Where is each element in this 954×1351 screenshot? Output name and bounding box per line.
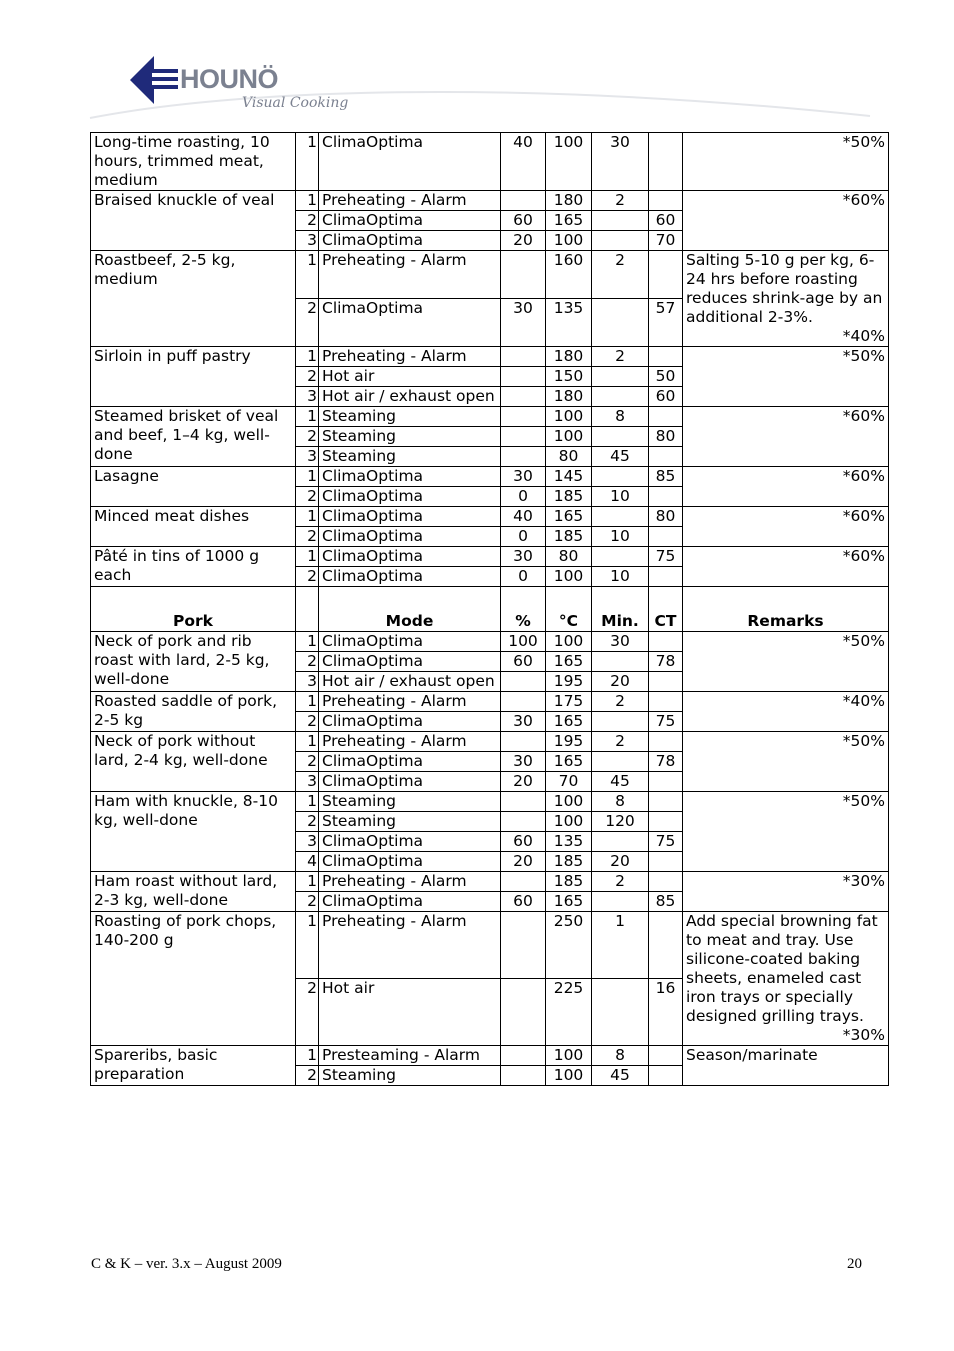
table-row [91, 792, 889, 812]
mode-cell: Steaming [319, 812, 501, 832]
temperature: 100 [546, 231, 592, 251]
shrinkage-percent: *60% [842, 191, 885, 209]
header-min: Min. [592, 587, 649, 632]
humidity-percent [501, 407, 546, 427]
step-number: 1 [296, 251, 319, 299]
step-number: 1 [296, 347, 319, 367]
core-temperature [649, 672, 683, 692]
temperature: 195 [546, 732, 592, 752]
core-temperature: 78 [649, 752, 683, 772]
dish-name: Sirloin in puff pastry [91, 347, 296, 407]
humidity-percent [501, 347, 546, 367]
minutes: 45 [592, 447, 649, 467]
temperature: 100 [546, 133, 592, 191]
brand-tagline: Visual Cooking [242, 95, 349, 111]
mode-cell: Hot air / exhaust open [319, 387, 501, 407]
step-number: 2 [296, 752, 319, 772]
temperature: 165 [546, 652, 592, 672]
minutes: 2 [592, 872, 649, 892]
table-row [91, 251, 889, 299]
step-number: 2 [296, 527, 319, 547]
temperature: 185 [546, 852, 592, 872]
core-temperature: 75 [649, 832, 683, 852]
core-temperature: 80 [649, 507, 683, 527]
humidity-percent: 30 [501, 752, 546, 772]
footer-page-number: 20 [847, 1256, 862, 1272]
remark-note: Season/marinate [686, 1046, 818, 1064]
humidity-percent: 20 [501, 231, 546, 251]
minutes [592, 367, 649, 387]
step-number: 2 [296, 712, 319, 732]
minutes: 20 [592, 672, 649, 692]
temperature: 195 [546, 672, 592, 692]
table-row [91, 407, 889, 427]
step-number: 1 [296, 507, 319, 527]
temperature: 250 [546, 912, 592, 979]
remarks-cell [683, 347, 889, 407]
humidity-percent: 30 [501, 712, 546, 732]
header-ct: CT [649, 587, 683, 632]
step-number: 3 [296, 772, 319, 792]
step-number: 2 [296, 211, 319, 231]
minutes [592, 387, 649, 407]
mode-cell: Preheating - Alarm [319, 347, 501, 367]
mode-cell: ClimaOptima [319, 632, 501, 652]
mode-cell: ClimaOptima [319, 772, 501, 792]
mode-cell: Preheating - Alarm [319, 912, 501, 979]
minutes [592, 211, 649, 231]
humidity-percent [501, 447, 546, 467]
humidity-percent [501, 979, 546, 1046]
remarks-cell [683, 547, 889, 587]
mode-cell: Hot air [319, 979, 501, 1046]
header-pct: % [501, 587, 546, 632]
table-row [91, 1046, 889, 1066]
remarks-cell [683, 732, 889, 792]
dish-name: Ham roast without lard, 2-3 kg, well-done [91, 872, 296, 912]
header-remarks: Remarks [683, 587, 889, 632]
step-number: 1 [296, 467, 319, 487]
shrinkage-percent: *50% [842, 632, 885, 650]
mode-cell: ClimaOptima [319, 133, 501, 191]
minutes: 45 [592, 1066, 649, 1086]
mode-cell: ClimaOptima [319, 547, 501, 567]
remarks-cell [683, 407, 889, 467]
temperature: 165 [546, 892, 592, 912]
humidity-percent [501, 812, 546, 832]
dish-name: Roastbeef, 2-5 kg, medium [91, 251, 296, 347]
temperature: 165 [546, 712, 592, 732]
mode-cell: Steaming [319, 407, 501, 427]
humidity-percent: 60 [501, 211, 546, 231]
mode-cell: Preheating - Alarm [319, 251, 501, 299]
dish-name: Neck of pork without lard, 2-4 kg, well-done [91, 732, 296, 792]
shrinkage-percent: *50% [842, 732, 885, 750]
humidity-percent: 0 [501, 527, 546, 547]
minutes [592, 712, 649, 732]
minutes: 10 [592, 567, 649, 587]
minutes [592, 979, 649, 1046]
minutes: 2 [592, 347, 649, 367]
humidity-percent [501, 251, 546, 299]
temperature: 225 [546, 979, 592, 1046]
mode-cell: ClimaOptima [319, 211, 501, 231]
core-temperature [649, 812, 683, 832]
remarks-cell [683, 467, 889, 507]
humidity-percent: 0 [501, 567, 546, 587]
step-number: 1 [296, 547, 319, 567]
page-header [85, 40, 875, 130]
remarks-cell [683, 912, 889, 1046]
step-number: 3 [296, 447, 319, 467]
remarks-cell [683, 692, 889, 732]
temperature: 180 [546, 191, 592, 211]
mode-cell: Hot air [319, 367, 501, 387]
core-temperature [649, 872, 683, 892]
temperature: 185 [546, 872, 592, 892]
dish-name: Spareribs, basic preparation [91, 1046, 296, 1086]
step-number: 1 [296, 912, 319, 979]
temperature: 70 [546, 772, 592, 792]
table-row [91, 467, 889, 487]
core-temperature [649, 732, 683, 752]
temperature: 100 [546, 427, 592, 447]
remarks-cell [683, 792, 889, 872]
core-temperature [649, 567, 683, 587]
table-row [91, 507, 889, 527]
pork-header-row [91, 587, 889, 632]
step-number: 1 [296, 872, 319, 892]
header-mode: Mode [319, 587, 501, 632]
temperature: 100 [546, 567, 592, 587]
step-number: 1 [296, 191, 319, 211]
humidity-percent: 60 [501, 892, 546, 912]
remarks-cell [683, 507, 889, 547]
core-temperature [649, 191, 683, 211]
minutes: 1 [592, 912, 649, 979]
humidity-percent [501, 792, 546, 812]
shrinkage-percent: *40% [842, 692, 885, 710]
brand-name: HOUNÖ [180, 64, 278, 94]
humidity-percent: 0 [501, 487, 546, 507]
temperature: 100 [546, 792, 592, 812]
mode-cell: ClimaOptima [319, 299, 501, 347]
minutes [592, 299, 649, 347]
humidity-percent: 20 [501, 852, 546, 872]
minutes: 30 [592, 632, 649, 652]
dish-name: Lasagne [91, 467, 296, 507]
core-temperature: 75 [649, 547, 683, 567]
dish-name: Minced meat dishes [91, 507, 296, 547]
mode-cell: ClimaOptima [319, 507, 501, 527]
dish-name: Roasting of pork chops, 140-200 g [91, 912, 296, 1046]
temperature: 180 [546, 347, 592, 367]
core-temperature [649, 772, 683, 792]
humidity-percent: 40 [501, 133, 546, 191]
core-temperature: 16 [649, 979, 683, 1046]
minutes: 10 [592, 527, 649, 547]
mode-cell: Presteaming - Alarm [319, 1046, 501, 1066]
table-row [91, 732, 889, 752]
minutes: 120 [592, 812, 649, 832]
core-temperature [649, 1046, 683, 1066]
minutes: 8 [592, 1046, 649, 1066]
shrinkage-percent: *50% [842, 347, 885, 365]
step-number: 2 [296, 567, 319, 587]
minutes: 10 [592, 487, 649, 507]
dish-name: Pâté in tins of 1000 g each [91, 547, 296, 587]
humidity-percent [501, 1046, 546, 1066]
humidity-percent [501, 692, 546, 712]
core-temperature: 85 [649, 467, 683, 487]
core-temperature: 80 [649, 427, 683, 447]
core-temperature [649, 632, 683, 652]
minutes: 20 [592, 852, 649, 872]
step-number: 2 [296, 892, 319, 912]
minutes [592, 231, 649, 251]
dish-name: Steamed brisket of veal and beef, 1–4 kg, well-done [91, 407, 296, 467]
humidity-percent: 60 [501, 832, 546, 852]
step-number: 1 [296, 792, 319, 812]
mode-cell: ClimaOptima [319, 527, 501, 547]
core-temperature: 50 [649, 367, 683, 387]
mode-cell: ClimaOptima [319, 231, 501, 251]
step-number: 2 [296, 427, 319, 447]
step-number: 2 [296, 487, 319, 507]
humidity-percent [501, 872, 546, 892]
mode-cell: Steaming [319, 1066, 501, 1086]
temperature: 185 [546, 487, 592, 507]
humidity-percent [501, 912, 546, 979]
dish-name: Ham with knuckle, 8-10 kg, well-done [91, 792, 296, 872]
temperature: 165 [546, 507, 592, 527]
step-number: 3 [296, 231, 319, 251]
humidity-percent: 30 [501, 467, 546, 487]
shrinkage-percent: *60% [842, 467, 885, 485]
mode-cell: ClimaOptima [319, 567, 501, 587]
dish-name: Long-time roasting, 10 hours, trimmed meat, medium [91, 133, 296, 191]
table-row [91, 912, 889, 979]
dish-name: Braised knuckle of veal [91, 191, 296, 251]
step-number: 2 [296, 1066, 319, 1086]
humidity-percent [501, 367, 546, 387]
temperature: 165 [546, 211, 592, 231]
header-temp: °C [546, 587, 592, 632]
table-row [91, 191, 889, 211]
table-row [91, 692, 889, 712]
temperature: 135 [546, 832, 592, 852]
humidity-percent: 30 [501, 547, 546, 567]
humidity-percent: 30 [501, 299, 546, 347]
remark-note: Salting 5-10 g per kg, 6-24 hrs before roasting reduces shrink-age by an additional 2-3%. [686, 251, 883, 326]
step-number: 1 [296, 732, 319, 752]
dish-name: Neck of pork and rib roast with lard, 2-5 kg, well-done [91, 632, 296, 692]
minutes: 30 [592, 133, 649, 191]
shrinkage-percent: *30% [842, 1026, 885, 1044]
step-number: 2 [296, 652, 319, 672]
step-number: 3 [296, 672, 319, 692]
core-temperature: 57 [649, 299, 683, 347]
table-row [91, 547, 889, 567]
header-step [296, 587, 319, 632]
temperature: 180 [546, 387, 592, 407]
dish-name: Roasted saddle of pork, 2-5 kg [91, 692, 296, 732]
core-temperature [649, 447, 683, 467]
minutes: 45 [592, 772, 649, 792]
mode-cell: Preheating - Alarm [319, 732, 501, 752]
temperature: 80 [546, 447, 592, 467]
humidity-percent: 100 [501, 632, 546, 652]
shrinkage-percent: *50% [842, 792, 885, 810]
mode-cell: ClimaOptima [319, 467, 501, 487]
step-number: 2 [296, 812, 319, 832]
temperature: 160 [546, 251, 592, 299]
shrinkage-percent: *40% [842, 327, 885, 345]
table-row [91, 632, 889, 652]
minutes [592, 547, 649, 567]
temperature: 100 [546, 812, 592, 832]
temperature: 80 [546, 547, 592, 567]
mode-cell: ClimaOptima [319, 712, 501, 732]
table-row [91, 872, 889, 892]
minutes: 2 [592, 732, 649, 752]
recipe-table [90, 132, 889, 1086]
temperature: 100 [546, 1046, 592, 1066]
shrinkage-percent: *30% [842, 872, 885, 890]
core-temperature: 78 [649, 652, 683, 672]
humidity-percent [501, 191, 546, 211]
core-temperature [649, 692, 683, 712]
minutes [592, 427, 649, 447]
humidity-percent: 40 [501, 507, 546, 527]
step-number: 1 [296, 692, 319, 712]
humidity-percent [501, 672, 546, 692]
hounoe-logo-icon [130, 56, 178, 104]
humidity-percent: 20 [501, 772, 546, 792]
temperature: 175 [546, 692, 592, 712]
temperature: 100 [546, 407, 592, 427]
step-number: 1 [296, 133, 319, 191]
humidity-percent: 60 [501, 652, 546, 672]
step-number: 3 [296, 832, 319, 852]
temperature: 165 [546, 752, 592, 772]
temperature: 135 [546, 299, 592, 347]
step-number: 3 [296, 387, 319, 407]
temperature: 100 [546, 632, 592, 652]
minutes [592, 652, 649, 672]
minutes [592, 832, 649, 852]
remarks-cell [683, 1046, 889, 1086]
core-temperature [649, 251, 683, 299]
header-dish: Pork [91, 587, 296, 632]
minutes: 2 [592, 251, 649, 299]
mode-cell: ClimaOptima [319, 652, 501, 672]
mode-cell: Steaming [319, 427, 501, 447]
minutes: 8 [592, 407, 649, 427]
remarks-cell [683, 251, 889, 347]
step-number: 2 [296, 367, 319, 387]
core-temperature [649, 347, 683, 367]
humidity-percent [501, 427, 546, 447]
core-temperature [649, 852, 683, 872]
core-temperature [649, 527, 683, 547]
core-temperature: 60 [649, 387, 683, 407]
core-temperature: 60 [649, 211, 683, 231]
mode-cell: ClimaOptima [319, 892, 501, 912]
minutes: 2 [592, 191, 649, 211]
core-temperature [649, 912, 683, 979]
core-temperature: 70 [649, 231, 683, 251]
remarks-cell [683, 191, 889, 251]
mode-cell: Hot air / exhaust open [319, 672, 501, 692]
temperature: 145 [546, 467, 592, 487]
step-number: 2 [296, 979, 319, 1046]
remarks-cell [683, 133, 889, 191]
mode-cell: Preheating - Alarm [319, 191, 501, 211]
footer-version: C & K – ver. 3.x – August 2009 [91, 1256, 282, 1272]
shrinkage-percent: *60% [842, 507, 885, 525]
minutes [592, 892, 649, 912]
step-number: 1 [296, 407, 319, 427]
minutes: 8 [592, 792, 649, 812]
humidity-percent [501, 732, 546, 752]
core-temperature: 85 [649, 892, 683, 912]
remark-note: Add special browning fat to meat and tray. Use silicone-coated baking sheets, enameled cast iron trays or specially designed grilling trays. [686, 912, 878, 1025]
minutes [592, 467, 649, 487]
mode-cell: Preheating - Alarm [319, 872, 501, 892]
mode-cell: ClimaOptima [319, 852, 501, 872]
shrinkage-percent: *60% [842, 547, 885, 565]
minutes [592, 507, 649, 527]
minutes: 2 [592, 692, 649, 712]
step-number: 1 [296, 1046, 319, 1066]
temperature: 185 [546, 527, 592, 547]
remarks-cell [683, 872, 889, 912]
mode-cell: Steaming [319, 792, 501, 812]
temperature: 150 [546, 367, 592, 387]
mode-cell: ClimaOptima [319, 752, 501, 772]
step-number: 1 [296, 632, 319, 652]
mode-cell: Steaming [319, 447, 501, 467]
humidity-percent [501, 1066, 546, 1086]
core-temperature [649, 133, 683, 191]
minutes [592, 752, 649, 772]
table-row [91, 347, 889, 367]
shrinkage-percent: *60% [842, 407, 885, 425]
core-temperature: 75 [649, 712, 683, 732]
mode-cell: ClimaOptima [319, 487, 501, 507]
humidity-percent [501, 387, 546, 407]
core-temperature [649, 407, 683, 427]
table-row [91, 133, 889, 191]
core-temperature [649, 1066, 683, 1086]
step-number: 4 [296, 852, 319, 872]
core-temperature [649, 792, 683, 812]
mode-cell: Preheating - Alarm [319, 692, 501, 712]
remarks-cell [683, 632, 889, 692]
step-number: 2 [296, 299, 319, 347]
shrinkage-percent: *50% [842, 133, 885, 151]
temperature: 100 [546, 1066, 592, 1086]
core-temperature [649, 487, 683, 507]
mode-cell: ClimaOptima [319, 832, 501, 852]
